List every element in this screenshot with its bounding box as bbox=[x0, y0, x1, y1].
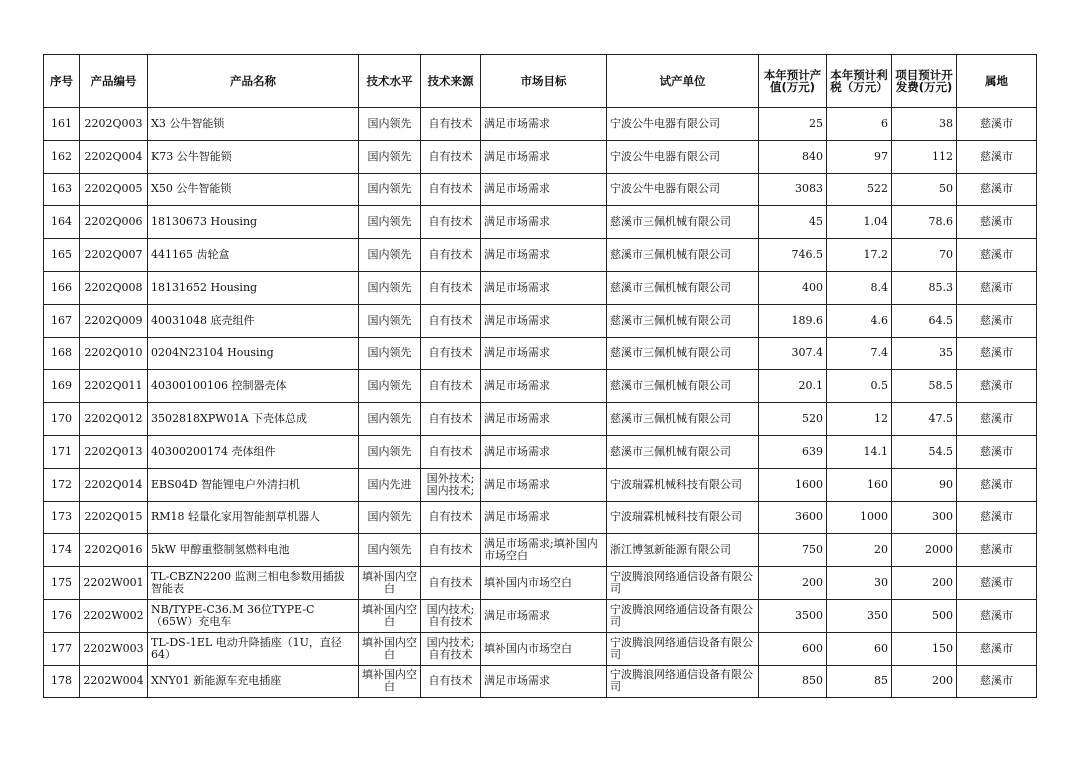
cell-dev-cost: 200 bbox=[892, 567, 957, 600]
cell-product-code: 2202Q008 bbox=[80, 271, 148, 304]
cell-trial-unit: 宁波腾浪网络通信设备有限公司 bbox=[607, 599, 759, 632]
cell-tech-source: 自有技术 bbox=[421, 140, 481, 173]
cell-tech-level: 国内领先 bbox=[359, 304, 421, 337]
cell-market-goal: 满足市场需求 bbox=[481, 599, 607, 632]
header-tech-level: 技术水平 bbox=[359, 55, 421, 108]
cell-tech-source: 自有技术 bbox=[421, 108, 481, 141]
cell-seq: 171 bbox=[44, 435, 80, 468]
cell-tech-source: 自有技术 bbox=[421, 534, 481, 567]
cell-output-value: 1600 bbox=[759, 468, 827, 501]
cell-seq: 168 bbox=[44, 337, 80, 370]
cell-tech-level: 国内领先 bbox=[359, 239, 421, 272]
cell-product-code: 2202W002 bbox=[80, 599, 148, 632]
cell-dev-cost: 64.5 bbox=[892, 304, 957, 337]
cell-tech-source: 自有技术 bbox=[421, 567, 481, 600]
cell-product-code: 2202Q012 bbox=[80, 403, 148, 436]
table-row bbox=[44, 140, 1037, 173]
cell-profit-tax: 7.4 bbox=[827, 337, 892, 370]
cell-tech-level: 国内领先 bbox=[359, 206, 421, 239]
cell-dev-cost: 85.3 bbox=[892, 271, 957, 304]
table-row bbox=[44, 435, 1037, 468]
cell-trial-unit: 宁波腾浪网络通信设备有限公司 bbox=[607, 567, 759, 600]
cell-seq: 177 bbox=[44, 632, 80, 665]
cell-market-goal: 满足市场需求 bbox=[481, 271, 607, 304]
cell-market-goal: 满足市场需求 bbox=[481, 468, 607, 501]
cell-trial-unit: 慈溪市三佩机械有限公司 bbox=[607, 206, 759, 239]
cell-seq: 166 bbox=[44, 271, 80, 304]
cell-output-value: 25 bbox=[759, 108, 827, 141]
cell-trial-unit: 宁波公牛电器有限公司 bbox=[607, 173, 759, 206]
cell-product-name: 40300100106 控制器壳体 bbox=[148, 370, 359, 403]
cell-trial-unit: 宁波腾浪网络通信设备有限公司 bbox=[607, 665, 759, 698]
cell-profit-tax: 20 bbox=[827, 534, 892, 567]
cell-profit-tax: 0.5 bbox=[827, 370, 892, 403]
cell-market-goal: 满足市场需求;填补国内市场空白 bbox=[481, 534, 607, 567]
header-location: 属地 bbox=[957, 55, 1037, 108]
cell-output-value: 600 bbox=[759, 632, 827, 665]
cell-location: 慈溪市 bbox=[957, 370, 1037, 403]
cell-product-name: 40300200174 壳体组件 bbox=[148, 435, 359, 468]
table-row bbox=[44, 239, 1037, 272]
cell-output-value: 3600 bbox=[759, 501, 827, 534]
cell-seq: 172 bbox=[44, 468, 80, 501]
cell-location: 慈溪市 bbox=[957, 108, 1037, 141]
cell-tech-source: 国内技术;自有技术 bbox=[421, 599, 481, 632]
cell-trial-unit: 宁波瑞霖机械科技有限公司 bbox=[607, 468, 759, 501]
cell-tech-level: 国内领先 bbox=[359, 403, 421, 436]
cell-location: 慈溪市 bbox=[957, 173, 1037, 206]
cell-output-value: 840 bbox=[759, 140, 827, 173]
cell-product-name: TL-CBZN2200 监测三相电参数用插拔智能表 bbox=[148, 567, 359, 600]
cell-market-goal: 填补国内市场空白 bbox=[481, 567, 607, 600]
cell-tech-source: 自有技术 bbox=[421, 271, 481, 304]
cell-profit-tax: 8.4 bbox=[827, 271, 892, 304]
cell-tech-source: 自有技术 bbox=[421, 206, 481, 239]
cell-seq: 175 bbox=[44, 567, 80, 600]
cell-output-value: 400 bbox=[759, 271, 827, 304]
cell-output-value: 189.6 bbox=[759, 304, 827, 337]
cell-dev-cost: 58.5 bbox=[892, 370, 957, 403]
header-trial-unit: 试产单位 bbox=[607, 55, 759, 108]
cell-trial-unit: 宁波公牛电器有限公司 bbox=[607, 108, 759, 141]
table-row bbox=[44, 337, 1037, 370]
table-row bbox=[44, 403, 1037, 436]
cell-output-value: 307.4 bbox=[759, 337, 827, 370]
cell-product-name: XNY01 新能源车充电插座 bbox=[148, 665, 359, 698]
cell-trial-unit: 宁波瑞霖机械科技有限公司 bbox=[607, 501, 759, 534]
cell-location: 慈溪市 bbox=[957, 435, 1037, 468]
cell-output-value: 3500 bbox=[759, 599, 827, 632]
cell-location: 慈溪市 bbox=[957, 501, 1037, 534]
cell-product-code: 2202Q006 bbox=[80, 206, 148, 239]
table-row bbox=[44, 173, 1037, 206]
cell-trial-unit: 慈溪市三佩机械有限公司 bbox=[607, 435, 759, 468]
header-row bbox=[44, 55, 1037, 108]
cell-dev-cost: 78.6 bbox=[892, 206, 957, 239]
cell-tech-level: 国内领先 bbox=[359, 271, 421, 304]
table-row bbox=[44, 501, 1037, 534]
cell-product-code: 2202W001 bbox=[80, 567, 148, 600]
cell-dev-cost: 50 bbox=[892, 173, 957, 206]
cell-tech-source: 自有技术 bbox=[421, 304, 481, 337]
cell-market-goal: 满足市场需求 bbox=[481, 370, 607, 403]
cell-trial-unit: 慈溪市三佩机械有限公司 bbox=[607, 337, 759, 370]
cell-product-name: 18131652 Housing bbox=[148, 271, 359, 304]
cell-location: 慈溪市 bbox=[957, 403, 1037, 436]
cell-tech-source: 自有技术 bbox=[421, 173, 481, 206]
cell-seq: 165 bbox=[44, 239, 80, 272]
cell-location: 慈溪市 bbox=[957, 304, 1037, 337]
cell-dev-cost: 38 bbox=[892, 108, 957, 141]
cell-location: 慈溪市 bbox=[957, 271, 1037, 304]
cell-output-value: 750 bbox=[759, 534, 827, 567]
cell-tech-source: 自有技术 bbox=[421, 435, 481, 468]
cell-product-code: 2202Q011 bbox=[80, 370, 148, 403]
cell-product-name: RM18 轻量化家用智能割草机器人 bbox=[148, 501, 359, 534]
cell-tech-source: 自有技术 bbox=[421, 239, 481, 272]
cell-dev-cost: 47.5 bbox=[892, 403, 957, 436]
cell-location: 慈溪市 bbox=[957, 567, 1037, 600]
cell-product-name: 3502818XPW01A 下壳体总成 bbox=[148, 403, 359, 436]
header-product-name: 产品名称 bbox=[148, 55, 359, 108]
cell-output-value: 520 bbox=[759, 403, 827, 436]
cell-market-goal: 满足市场需求 bbox=[481, 403, 607, 436]
cell-location: 慈溪市 bbox=[957, 534, 1037, 567]
cell-product-code: 2202Q015 bbox=[80, 501, 148, 534]
cell-tech-level: 国内领先 bbox=[359, 534, 421, 567]
cell-market-goal: 满足市场需求 bbox=[481, 140, 607, 173]
cell-tech-level: 填补国内空白 bbox=[359, 567, 421, 600]
cell-seq: 170 bbox=[44, 403, 80, 436]
cell-market-goal: 满足市场需求 bbox=[481, 206, 607, 239]
header-seq: 序号 bbox=[44, 55, 80, 108]
table-row bbox=[44, 370, 1037, 403]
table-row bbox=[44, 271, 1037, 304]
cell-dev-cost: 35 bbox=[892, 337, 957, 370]
header-profit-tax: 本年预计利税（万元） bbox=[827, 55, 892, 108]
cell-product-name: 441165 齿轮盒 bbox=[148, 239, 359, 272]
cell-product-name: EBS04D 智能锂电户外清扫机 bbox=[148, 468, 359, 501]
header-tech-source: 技术来源 bbox=[421, 55, 481, 108]
cell-product-name: 0204N23104 Housing bbox=[148, 337, 359, 370]
cell-tech-level: 国内领先 bbox=[359, 501, 421, 534]
cell-dev-cost: 70 bbox=[892, 239, 957, 272]
cell-market-goal: 满足市场需求 bbox=[481, 108, 607, 141]
cell-tech-source: 自有技术 bbox=[421, 501, 481, 534]
cell-dev-cost: 112 bbox=[892, 140, 957, 173]
cell-profit-tax: 17.2 bbox=[827, 239, 892, 272]
cell-output-value: 639 bbox=[759, 435, 827, 468]
cell-location: 慈溪市 bbox=[957, 140, 1037, 173]
cell-market-goal: 满足市场需求 bbox=[481, 435, 607, 468]
cell-seq: 164 bbox=[44, 206, 80, 239]
cell-market-goal: 满足市场需求 bbox=[481, 337, 607, 370]
cell-product-name: 5kW 甲醇重整制氢燃料电池 bbox=[148, 534, 359, 567]
cell-product-code: 2202Q005 bbox=[80, 173, 148, 206]
cell-profit-tax: 30 bbox=[827, 567, 892, 600]
cell-product-code: 2202Q016 bbox=[80, 534, 148, 567]
cell-tech-source: 自有技术 bbox=[421, 665, 481, 698]
cell-tech-level: 国内先进 bbox=[359, 468, 421, 501]
cell-tech-source: 国外技术;国内技术; bbox=[421, 468, 481, 501]
table-row bbox=[44, 599, 1037, 632]
cell-dev-cost: 2000 bbox=[892, 534, 957, 567]
cell-tech-source: 自有技术 bbox=[421, 337, 481, 370]
header-product-code: 产品编号 bbox=[80, 55, 148, 108]
cell-profit-tax: 97 bbox=[827, 140, 892, 173]
cell-location: 慈溪市 bbox=[957, 206, 1037, 239]
cell-tech-level: 国内领先 bbox=[359, 435, 421, 468]
cell-location: 慈溪市 bbox=[957, 337, 1037, 370]
cell-tech-source: 自有技术 bbox=[421, 370, 481, 403]
cell-product-code: 2202W003 bbox=[80, 632, 148, 665]
table-row bbox=[44, 206, 1037, 239]
table-row bbox=[44, 468, 1037, 501]
cell-location: 慈溪市 bbox=[957, 665, 1037, 698]
cell-location: 慈溪市 bbox=[957, 599, 1037, 632]
cell-seq: 161 bbox=[44, 108, 80, 141]
cell-dev-cost: 300 bbox=[892, 501, 957, 534]
header-output-value: 本年预计产值(万元) bbox=[759, 55, 827, 108]
cell-profit-tax: 60 bbox=[827, 632, 892, 665]
table-row bbox=[44, 632, 1037, 665]
cell-market-goal: 满足市场需求 bbox=[481, 173, 607, 206]
cell-product-code: 2202Q004 bbox=[80, 140, 148, 173]
cell-market-goal: 满足市场需求 bbox=[481, 304, 607, 337]
cell-dev-cost: 150 bbox=[892, 632, 957, 665]
cell-trial-unit: 慈溪市三佩机械有限公司 bbox=[607, 370, 759, 403]
cell-tech-source: 国内技术;自有技术 bbox=[421, 632, 481, 665]
cell-profit-tax: 522 bbox=[827, 173, 892, 206]
header-market-goal: 市场目标 bbox=[481, 55, 607, 108]
cell-product-code: 2202Q013 bbox=[80, 435, 148, 468]
cell-profit-tax: 1.04 bbox=[827, 206, 892, 239]
cell-location: 慈溪市 bbox=[957, 632, 1037, 665]
product-table bbox=[43, 54, 1037, 698]
cell-product-code: 2202Q003 bbox=[80, 108, 148, 141]
cell-profit-tax: 85 bbox=[827, 665, 892, 698]
cell-profit-tax: 160 bbox=[827, 468, 892, 501]
cell-tech-level: 填补国内空白 bbox=[359, 599, 421, 632]
cell-dev-cost: 54.5 bbox=[892, 435, 957, 468]
cell-product-name: NB/TYPE-C36.M 36位TYPE-C（65W）充电车 bbox=[148, 599, 359, 632]
cell-seq: 169 bbox=[44, 370, 80, 403]
cell-dev-cost: 500 bbox=[892, 599, 957, 632]
cell-tech-level: 填补国内空白 bbox=[359, 665, 421, 698]
cell-output-value: 45 bbox=[759, 206, 827, 239]
cell-output-value: 20.1 bbox=[759, 370, 827, 403]
cell-trial-unit: 浙江博氢新能源有限公司 bbox=[607, 534, 759, 567]
cell-output-value: 746.5 bbox=[759, 239, 827, 272]
cell-seq: 162 bbox=[44, 140, 80, 173]
table-row bbox=[44, 534, 1037, 567]
table-row bbox=[44, 665, 1037, 698]
cell-tech-level: 填补国内空白 bbox=[359, 632, 421, 665]
cell-market-goal: 满足市场需求 bbox=[481, 665, 607, 698]
cell-product-name: X50 公牛智能锁 bbox=[148, 173, 359, 206]
cell-trial-unit: 慈溪市三佩机械有限公司 bbox=[607, 239, 759, 272]
cell-tech-level: 国内领先 bbox=[359, 337, 421, 370]
cell-trial-unit: 慈溪市三佩机械有限公司 bbox=[607, 304, 759, 337]
cell-trial-unit: 宁波腾浪网络通信设备有限公司 bbox=[607, 632, 759, 665]
cell-location: 慈溪市 bbox=[957, 468, 1037, 501]
cell-profit-tax: 4.6 bbox=[827, 304, 892, 337]
cell-trial-unit: 慈溪市三佩机械有限公司 bbox=[607, 403, 759, 436]
cell-market-goal: 满足市场需求 bbox=[481, 501, 607, 534]
cell-tech-source: 自有技术 bbox=[421, 403, 481, 436]
cell-profit-tax: 14.1 bbox=[827, 435, 892, 468]
cell-seq: 174 bbox=[44, 534, 80, 567]
cell-product-code: 2202Q007 bbox=[80, 239, 148, 272]
cell-output-value: 850 bbox=[759, 665, 827, 698]
cell-output-value: 3083 bbox=[759, 173, 827, 206]
cell-trial-unit: 慈溪市三佩机械有限公司 bbox=[607, 271, 759, 304]
cell-market-goal: 满足市场需求 bbox=[481, 239, 607, 272]
cell-seq: 167 bbox=[44, 304, 80, 337]
cell-seq: 173 bbox=[44, 501, 80, 534]
table-row bbox=[44, 304, 1037, 337]
cell-product-name: 40031048 底壳组件 bbox=[148, 304, 359, 337]
cell-seq: 178 bbox=[44, 665, 80, 698]
cell-product-code: 2202W004 bbox=[80, 665, 148, 698]
cell-product-code: 2202Q009 bbox=[80, 304, 148, 337]
header-dev-cost: 项目预计开发费(万元) bbox=[892, 55, 957, 108]
cell-seq: 163 bbox=[44, 173, 80, 206]
cell-trial-unit: 宁波公牛电器有限公司 bbox=[607, 140, 759, 173]
cell-tech-level: 国内领先 bbox=[359, 108, 421, 141]
cell-product-name: 18130673 Housing bbox=[148, 206, 359, 239]
cell-market-goal: 填补国内市场空白 bbox=[481, 632, 607, 665]
cell-tech-level: 国内领先 bbox=[359, 370, 421, 403]
cell-product-code: 2202Q010 bbox=[80, 337, 148, 370]
cell-output-value: 200 bbox=[759, 567, 827, 600]
cell-profit-tax: 350 bbox=[827, 599, 892, 632]
cell-seq: 176 bbox=[44, 599, 80, 632]
cell-dev-cost: 90 bbox=[892, 468, 957, 501]
cell-profit-tax: 12 bbox=[827, 403, 892, 436]
cell-profit-tax: 6 bbox=[827, 108, 892, 141]
cell-dev-cost: 200 bbox=[892, 665, 957, 698]
cell-product-name: K73 公牛智能锁 bbox=[148, 140, 359, 173]
cell-tech-level: 国内领先 bbox=[359, 173, 421, 206]
cell-product-name: X3 公牛智能锁 bbox=[148, 108, 359, 141]
cell-tech-level: 国内领先 bbox=[359, 140, 421, 173]
table-row bbox=[44, 108, 1037, 141]
cell-location: 慈溪市 bbox=[957, 239, 1037, 272]
cell-product-code: 2202Q014 bbox=[80, 468, 148, 501]
cell-product-name: TL-DS-1EL 电动升降插座（1U，直径64） bbox=[148, 632, 359, 665]
table-row bbox=[44, 567, 1037, 600]
cell-profit-tax: 1000 bbox=[827, 501, 892, 534]
